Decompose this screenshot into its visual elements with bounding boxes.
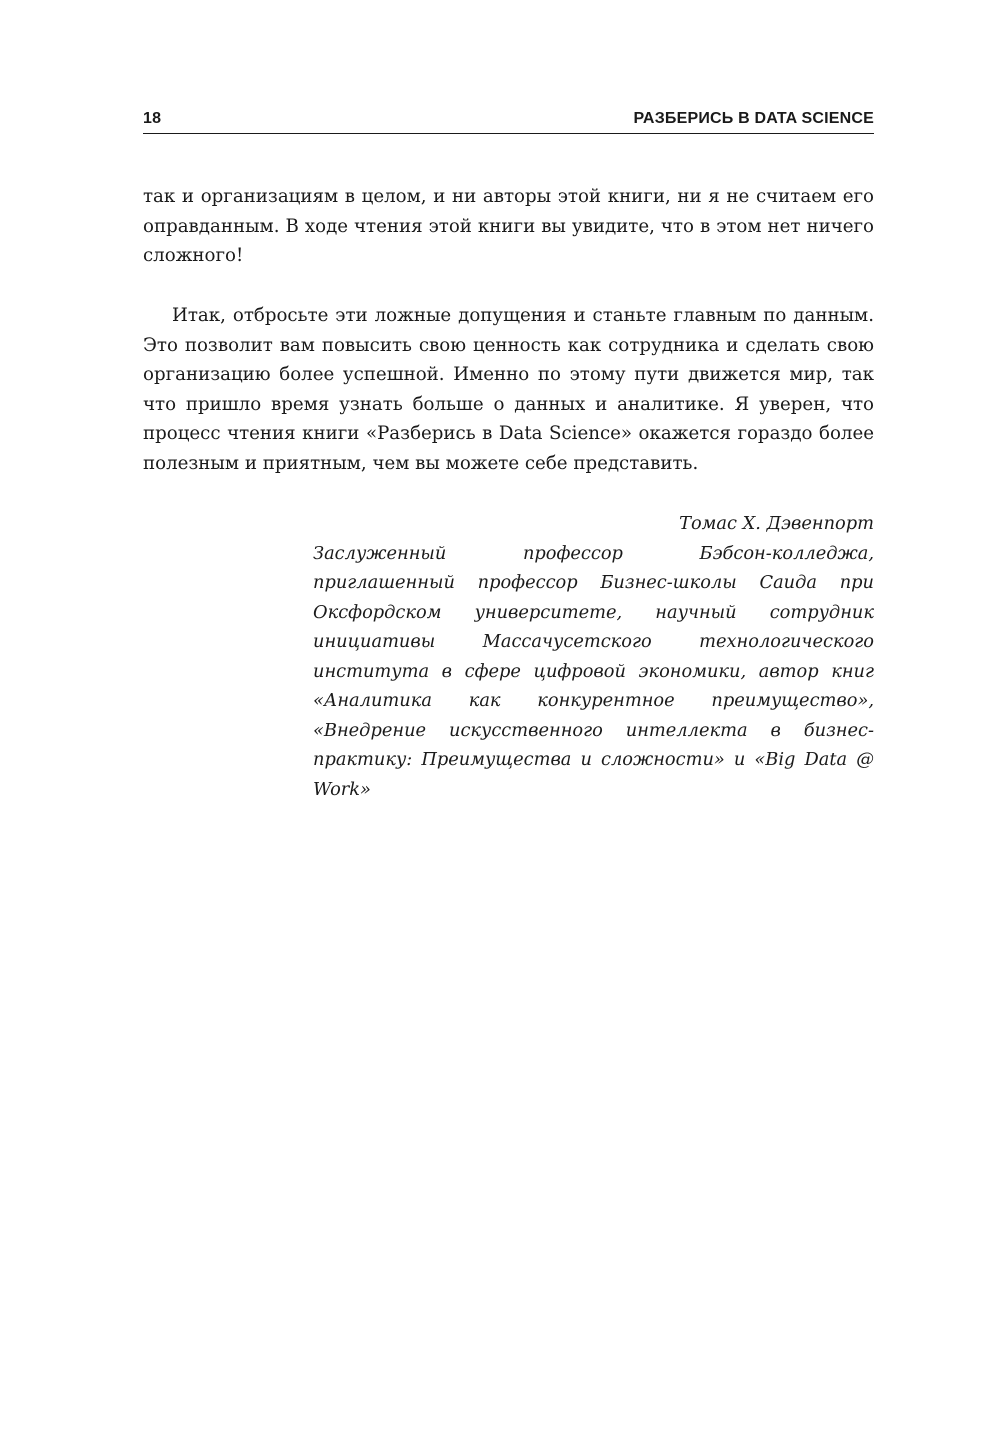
- running-title: РАЗБЕРИСЬ В DATA SCIENCE: [633, 110, 874, 127]
- body-paragraph-2: Итак, отбросьте эти ложные допущения и станьте главным по данным. Это позволит вам повысить свою ценность как сотрудника и сделать свою организацию более успешной. Именно по этому пути движется мир, так что пришло время узнать больше о данных и аналитике. Я уверен, что процесс чтения книги «Разберись в Data Science» окажется гораздо более полезным и приятным, чем вы можете себе представить.: [143, 305, 874, 474]
- body-paragraph-1: так и организациям в целом, и ни авторы этой книги, ни я не считаем его оправданным. В ходе чтения этой книги вы увидите, что в этом нет ничего сложного!: [143, 186, 874, 267]
- page-number: 18: [143, 110, 162, 127]
- signature-name: Томас Х. Дэвенпорт: [679, 513, 874, 534]
- running-header: [143, 107, 874, 134]
- signature-bio: Заслуженный профессор Бэбсон-колледжа, приглашенный профессор Бизнес-школы Саида при Оксфордском университете, научный сотрудник инициативы Массачусетского технологического института в сфере цифровой экономики, автор книг «Аналитика как конкурентное преимущество», «Внедрение искусственного интеллекта в бизнес-практику: Преимущества и сложности» и «Big Data @ Work»: [313, 542, 874, 800]
- author-signature: [313, 509, 874, 804]
